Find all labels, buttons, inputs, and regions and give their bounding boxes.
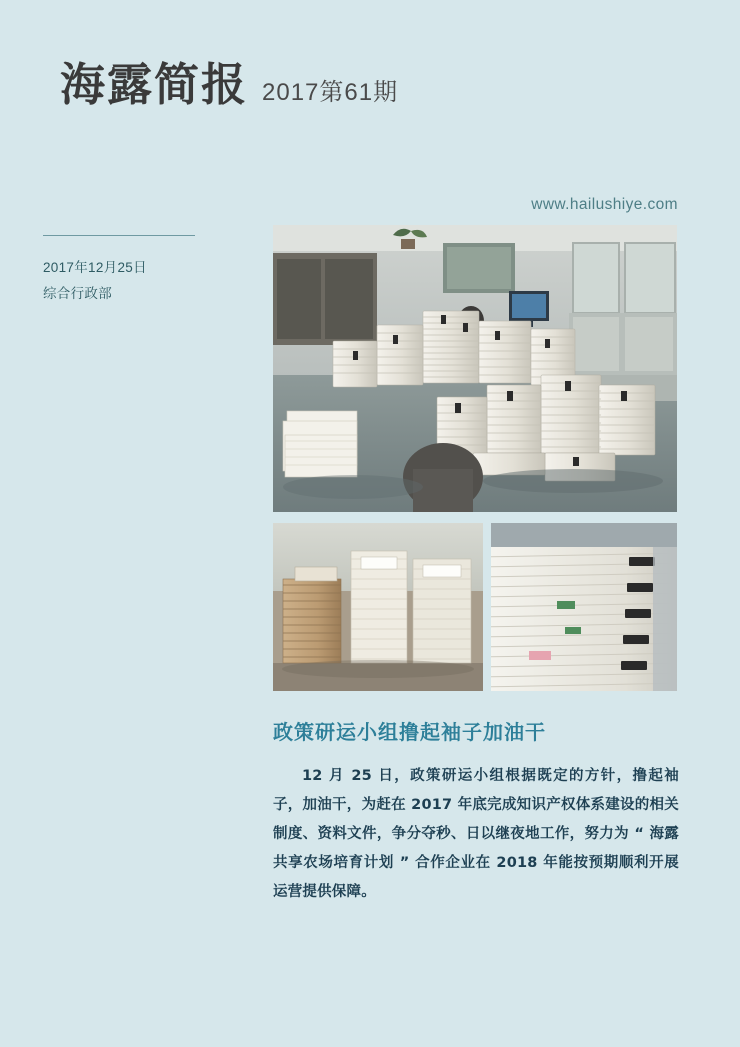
publication-date: 2017年12月25日 xyxy=(43,260,147,275)
website-url: www.hailushiye.com xyxy=(531,196,678,213)
photo-document-edges-graphic xyxy=(491,523,677,691)
article-title: 政策研运小组撸起袖子加油干 xyxy=(273,720,546,744)
article-body: 12 月 25 日，政策研运小组根据既定的方针，撸起袖子，加油干，为赶在 2017 年底完成知识产权体系建设的相关制度、资料文件，争分夺秒、日以继夜地工作，努力为 “ 海露共享农场培育计划 ” 合作企业在 2018 年能按预期顺利开展运营提供保障。 xyxy=(273,768,679,900)
page-title: 海露简报 xyxy=(60,58,249,111)
photo-document-edges xyxy=(491,523,677,691)
photo-office-document-stacks xyxy=(273,225,677,512)
photo-office-document-stacks-graphic xyxy=(273,225,677,512)
divider xyxy=(43,235,195,236)
issue-number: 2017第61期 xyxy=(262,79,399,106)
masthead xyxy=(60,58,399,111)
photo-bound-volumes xyxy=(273,523,483,691)
photo-bound-volumes-graphic xyxy=(273,523,483,691)
meta-block xyxy=(43,255,147,308)
department-name: 综合行政部 xyxy=(43,286,112,302)
